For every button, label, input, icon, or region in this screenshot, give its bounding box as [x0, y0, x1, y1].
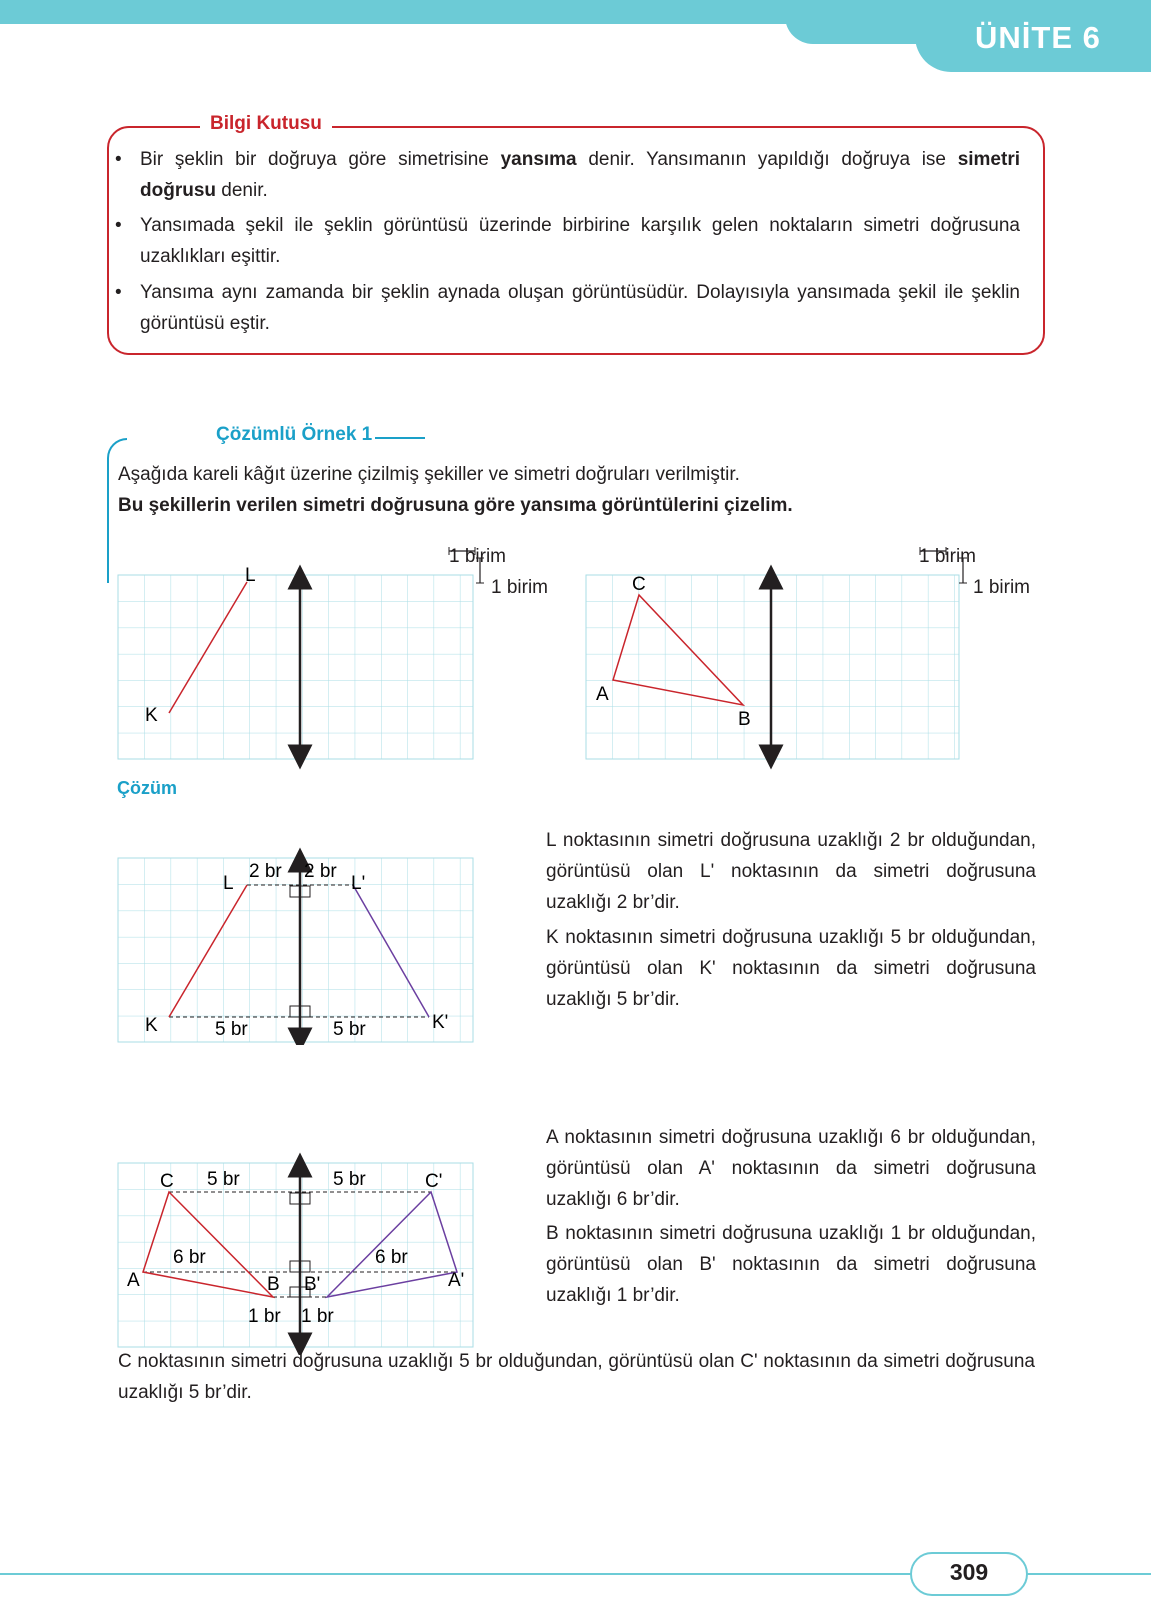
label-c: C: [160, 1171, 174, 1192]
unit-label: ÜNİTE 6: [975, 20, 1101, 55]
example-title-rule: [375, 437, 425, 439]
unit-label-h-2: 1 birim: [919, 546, 977, 567]
grid-1: [118, 575, 473, 759]
label-c-prime: C': [425, 1171, 443, 1192]
info-box-title: Bilgi Kutusu: [200, 113, 332, 135]
dist-label-5br: 5 br: [333, 1169, 366, 1190]
example-task: Bu şekillerin verilen simetri doğrusuna göre yansıma görüntülerini çizelim.: [118, 495, 793, 516]
info-bullet-1: • Bir şeklin bir doğruya göre simetrisine yansıma denir. Yansımanın yapıldığı doğruya ise simetri doğrusu denir.: [115, 144, 1035, 206]
info-bullet-2: • Yansımada şekil ile şeklin görüntüsü üzerinde birbirine karşılık gelen noktaların simetri doğrusuna uzaklıkları eşittir.: [115, 210, 1035, 272]
grid-2: [586, 575, 959, 759]
label-b: B: [267, 1274, 280, 1295]
dist-label-5br: 5 br: [215, 1019, 248, 1040]
unit-label-v-2: 1 birim: [973, 577, 1031, 598]
info-bullet-2-text: Yansımada şekil ile şeklin görüntüsü üzerinde birbirine karşılık gelen noktaların simetri doğrusuna uzaklıkları eşittir.: [140, 215, 1020, 267]
page-number: 309: [949, 1559, 989, 1585]
label-b-prime: B': [304, 1274, 321, 1295]
example-intro: Aşağıda kareli kâğıt üzerine çizilmiş şekiller ve simetri doğruları verilmiştir.: [118, 464, 740, 485]
label-l: L: [245, 565, 256, 586]
label-l: L: [223, 873, 234, 894]
label-l-prime: L': [351, 873, 366, 894]
label-k: K: [145, 705, 158, 726]
solution-text-k: K noktasının simetri doğrusuna uzaklığı 5 br olduğundan, görüntüsü olan K' noktasının da simetri doğrusuna uzaklığı 5 br’dir.: [546, 927, 1036, 1010]
info-bullet-3-text: Yansıma aynı zamanda bir şeklin aynada oluşan görüntüsüdür. Dolayısıyla yansımada şekil ile şeklin görüntüsü eştir.: [140, 282, 1020, 334]
dist-label-2br: 2 br: [304, 861, 337, 882]
label-b: B: [738, 709, 751, 730]
solution-label: Çözüm: [117, 778, 177, 798]
dist-label-1br: 1 br: [301, 1306, 334, 1327]
label-c: C: [632, 574, 646, 595]
solution-grid-kl: [105, 845, 585, 1045]
label-a: A: [127, 1270, 140, 1291]
dist-label-5br: 5 br: [207, 1169, 240, 1190]
solution-text-c: C noktasının simetri doğrusuna uzaklığı 5 br olduğundan, görüntüsü olan C' noktasının da simetri doğrusuna uzaklığı 5 br’dir.: [118, 1351, 1035, 1403]
solution-grid-abc: [105, 1150, 585, 1355]
label-a: A: [596, 684, 609, 705]
dist-label-5br: 5 br: [333, 1019, 366, 1040]
label-k-prime: K': [432, 1012, 449, 1033]
label-k: K: [145, 1015, 158, 1036]
solution-text-a: A noktasının simetri doğrusuna uzaklığı 6 br olduğundan, görüntüsü olan A' noktasının da simetri doğrusuna uzaklığı 6 br’dir.: [546, 1127, 1036, 1210]
dist-label-2br: 2 br: [249, 861, 282, 882]
info-bullet-1-text: Bir şeklin bir doğruya göre simetrisine yansıma denir. Yansımanın yapıldığı doğruya ise simetri doğrusu denir.: [140, 149, 1020, 201]
dist-label-6br: 6 br: [375, 1247, 408, 1268]
example-title: Çözümlü Örnek 1: [216, 424, 373, 445]
unit-label-h-1: 1 birim: [449, 546, 507, 567]
dist-label-6br: 6 br: [173, 1247, 206, 1268]
label-a-prime: A': [448, 1270, 465, 1291]
solution-text-l: L noktasının simetri doğrusuna uzaklığı 2 br olduğundan, görüntüsü olan L' noktasının da simetri doğrusuna uzaklığı 2 br’dir.: [546, 830, 1036, 913]
solution-text-b: B noktasının simetri doğrusuna uzaklığı 1 br olduğundan, görüntüsü olan B' noktasının da simetri doğrusuna uzaklığı 1 br’dir.: [546, 1223, 1036, 1306]
unit-label-v-1: 1 birim: [491, 577, 549, 598]
dist-label-1br: 1 br: [248, 1306, 281, 1327]
info-bullet-3: • Yansıma aynı zamanda bir şeklin aynada oluşan görüntüsüdür. Dolayısıyla yansımada şekil ile şeklin görüntüsü eştir.: [115, 277, 1035, 339]
